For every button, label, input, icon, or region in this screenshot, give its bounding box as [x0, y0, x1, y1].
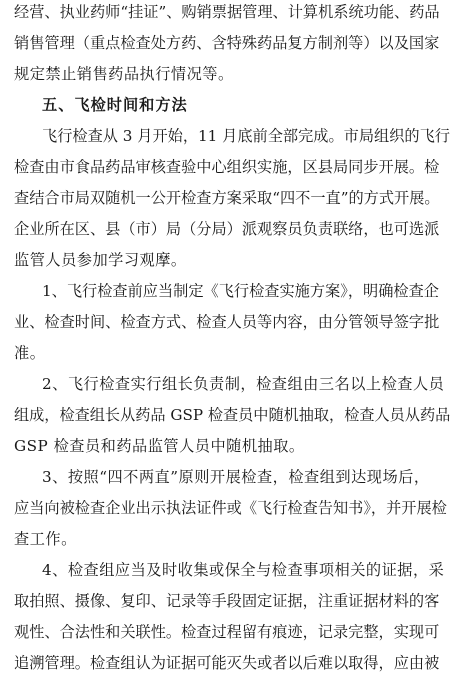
item-4-line: 观性、合法性和关联性。检查过程留有痕迹，记录完整，实现可	[14, 623, 440, 641]
item-2-line: 组成，检查组长从药品 GSP 检查员中随机抽取，检查人员从药品	[14, 406, 451, 424]
paragraph-line: 查结合市局双随机一公开检查方案采取“四不一直”的方式开展。	[14, 189, 440, 207]
item-2-line: 2、飞行检查实行组长负责制，检查组由三名以上检查人员	[42, 375, 445, 393]
item-1-line: 准。	[14, 344, 46, 362]
item-3-line: 3、按照“四不两直”原则开展检查，检查组到达现场后，	[42, 468, 430, 486]
paragraph-line: 监管人员参加学习观摩。	[14, 251, 187, 269]
item-4-line: 追溯管理。检查组认为证据可能灭失或者以后难以取得，应由被	[14, 654, 440, 672]
section-heading: 五、飞检时间和方法	[42, 96, 188, 114]
intro-line-1: 经营、执业药师“挂证”、购销票据管理、计算机系统功能、药品	[14, 3, 440, 21]
paragraph-line: 企业所在区、县（市）局（分局）派观察员负责联络，也可选派	[14, 220, 440, 238]
intro-line-3: 规定禁止销售药品执行情况等。	[14, 65, 234, 83]
item-3-line: 查工作。	[14, 530, 77, 548]
paragraph-line: 检查由市食品药品审核查验中心组织实施，区县局同步开展。检	[14, 158, 440, 176]
paragraph-line: 飞行检查从 3 月开始，11 月底前全部完成。市局组织的飞行	[42, 127, 450, 145]
item-1-line: 1、飞行检查前应当制定《飞行检查实施方案》，明确检查企	[42, 282, 439, 300]
item-1-line: 业、检查时间、检查方式、检查人员等内容，由分管领导签字批	[14, 313, 440, 331]
item-4-line: 4、检查组应当及时收集或保全与检查事项相关的证据，采	[42, 561, 445, 579]
intro-line-2: 销售管理（重点检查处方药、含特殊药品复方制剂等）以及国家	[14, 34, 440, 52]
item-3-line: 应当向被检查企业出示执法证件或《飞行检查告知书》，并开展检	[14, 499, 447, 517]
item-4-line: 取拍照、摄像、复印、记录等手段固定证据，注重证据材料的客	[14, 592, 440, 610]
item-2-line: GSP 检查员和药品监管人员中随机抽取。	[14, 437, 305, 455]
